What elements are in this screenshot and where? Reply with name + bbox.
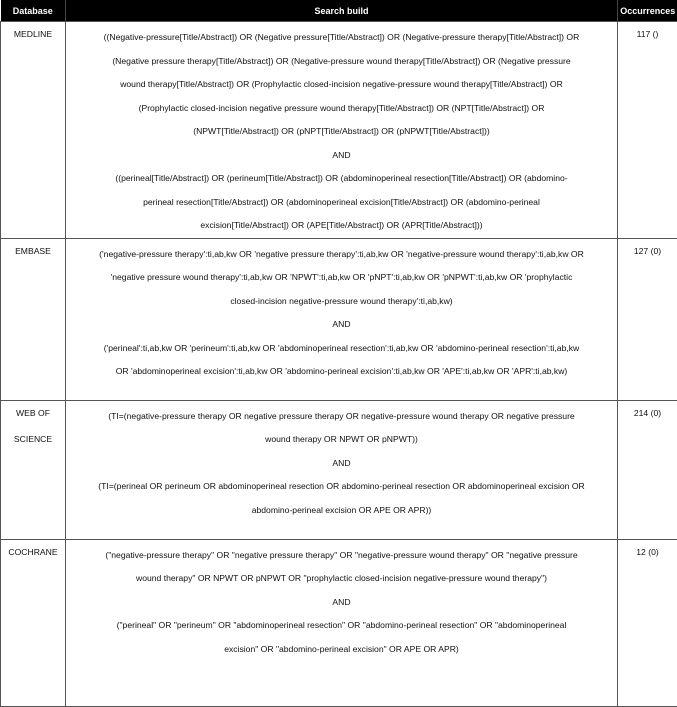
- and-operator: AND: [69, 591, 614, 615]
- search-build-cell: [66, 539, 618, 706]
- search-query: [69, 239, 614, 384]
- query-line: abdomino-perineal excision OR APE OR APR)): [69, 499, 614, 523]
- search-query: [69, 540, 614, 662]
- query-line: excision[Title/Abstract]) OR (APE[Title/Abstract]) OR (APR[Title/Abstract])): [69, 214, 614, 238]
- query-line: ("negative-pressure therapy" OR "negative pressure therapy" OR "negative-pressure wound therapy" OR "negative pressure: [69, 544, 614, 568]
- search-build-cell: [66, 238, 618, 400]
- database-name: MEDLINE: [4, 21, 62, 47]
- query-line: wound therapy" OR NPWT OR pNPWT OR "prophylactic closed-incision negative-pressure wound therapy"): [69, 567, 614, 591]
- header-row: [1, 0, 677, 22]
- and-operator: AND: [69, 313, 614, 337]
- header-search-build: Search build: [66, 0, 618, 22]
- query-line: (TI=(perineal OR perineum OR abdominoperineal resection OR abdomino-perineal resection OR abdominoperineal excision OR: [69, 475, 614, 499]
- query-line: (Prophylactic closed-incision negative pressure wound therapy[Title/Abstract]) OR (NPT[Title/Abstract]) OR: [69, 97, 614, 121]
- database-cell: [1, 539, 66, 706]
- database-cell: [1, 22, 66, 239]
- table-row-cochrane: [1, 539, 677, 706]
- query-line: closed-incision negative-pressure wound therapy':ti,ab,kw): [69, 290, 614, 314]
- database-name: EMBASE: [4, 238, 62, 264]
- header-occurrences: Occurrences: [618, 0, 677, 22]
- occurrences-cell: 12 (0): [618, 539, 677, 706]
- database-name-line: WEB OF: [4, 400, 62, 426]
- and-operator: AND: [69, 452, 614, 476]
- query-line: ((Negative-pressure[Title/Abstract]) OR (Negative pressure[Title/Abstract]) OR (Negative-pressure therapy[Title/Abstract]) OR: [69, 26, 614, 50]
- search-query: [69, 401, 614, 523]
- table-row-embase: [1, 238, 677, 400]
- query-line: wound therapy OR NPWT OR pNPWT)): [69, 428, 614, 452]
- database-name-line: SCIENCE: [4, 426, 62, 452]
- and-operator: AND: [69, 144, 614, 168]
- query-line: 'negative pressure wound therapy':ti,ab,kw OR 'NPWT':ti,ab,kw OR 'pNPT':ti,ab,kw OR 'pNPWT':ti,ab,kw OR 'prophylactic: [69, 266, 614, 290]
- query-line: ('negative-pressure therapy':ti,ab,kw OR 'negative pressure therapy':ti,ab,kw OR 'negative-pressure wound therapy':ti,ab,kw OR: [69, 243, 614, 267]
- query-line: (NPWT[Title/Abstract]) OR (pNPT[Title/Abstract]) OR (pNPWT[Title/Abstract])): [69, 120, 614, 144]
- occurrences-cell: 214 (0): [618, 400, 677, 539]
- query-line: wound therapy[Title/Abstract]) OR (Prophylactic closed-incision negative-pressure wound therapy[Title/Abstract]) OR: [69, 73, 614, 97]
- search-query: [69, 22, 614, 238]
- table-row-web-of-science: [1, 400, 677, 539]
- occurrences-cell: 117 (): [618, 22, 677, 239]
- query-line: ((perineal[Title/Abstract]) OR (perineum[Title/Abstract]) OR (abdominoperineal resection[Title/Abstract]) OR (abdomino-: [69, 167, 614, 191]
- query-line: perineal resection[Title/Abstract]) OR (abdominoperineal excision[Title/Abstract]) OR (abdomino-perineal: [69, 191, 614, 215]
- header-database: Database: [1, 0, 66, 22]
- table-row-medline: [1, 22, 677, 239]
- query-line: (TI=(negative-pressure therapy OR negative pressure therapy OR negative-pressure wound therapy OR negative pressure: [69, 405, 614, 429]
- database-cell: [1, 238, 66, 400]
- search-build-cell: [66, 22, 618, 239]
- query-line: ('perineal':ti,ab,kw OR 'perineum':ti,ab,kw OR 'abdominoperineal resection':ti,ab,kw OR 'abdomino-perineal resection':ti,ab,kw: [69, 337, 614, 361]
- query-line: OR 'abdominoperineal excision':ti,ab,kw OR 'abdomino-perineal excision':ti,ab,kw OR 'APE':ti,ab,kw OR 'APR':ti,ab,kw): [69, 360, 614, 384]
- database-cell: [1, 400, 66, 539]
- occurrences-cell: 127 (0): [618, 238, 677, 400]
- query-line: (Negative pressure therapy[Title/Abstract]) OR (Negative-pressure wound therapy[Title/Abstract]) OR (Negative pressure: [69, 50, 614, 74]
- query-line: ("perineal" OR "perineum" OR "abdominoperineal resection" OR "abdomino-perineal resection" OR "abdominoperineal: [69, 614, 614, 638]
- query-line: excision" OR "abdomino-perineal excision" OR APE OR APR): [69, 638, 614, 662]
- search-build-cell: [66, 400, 618, 539]
- database-name: COCHRANE: [4, 539, 62, 565]
